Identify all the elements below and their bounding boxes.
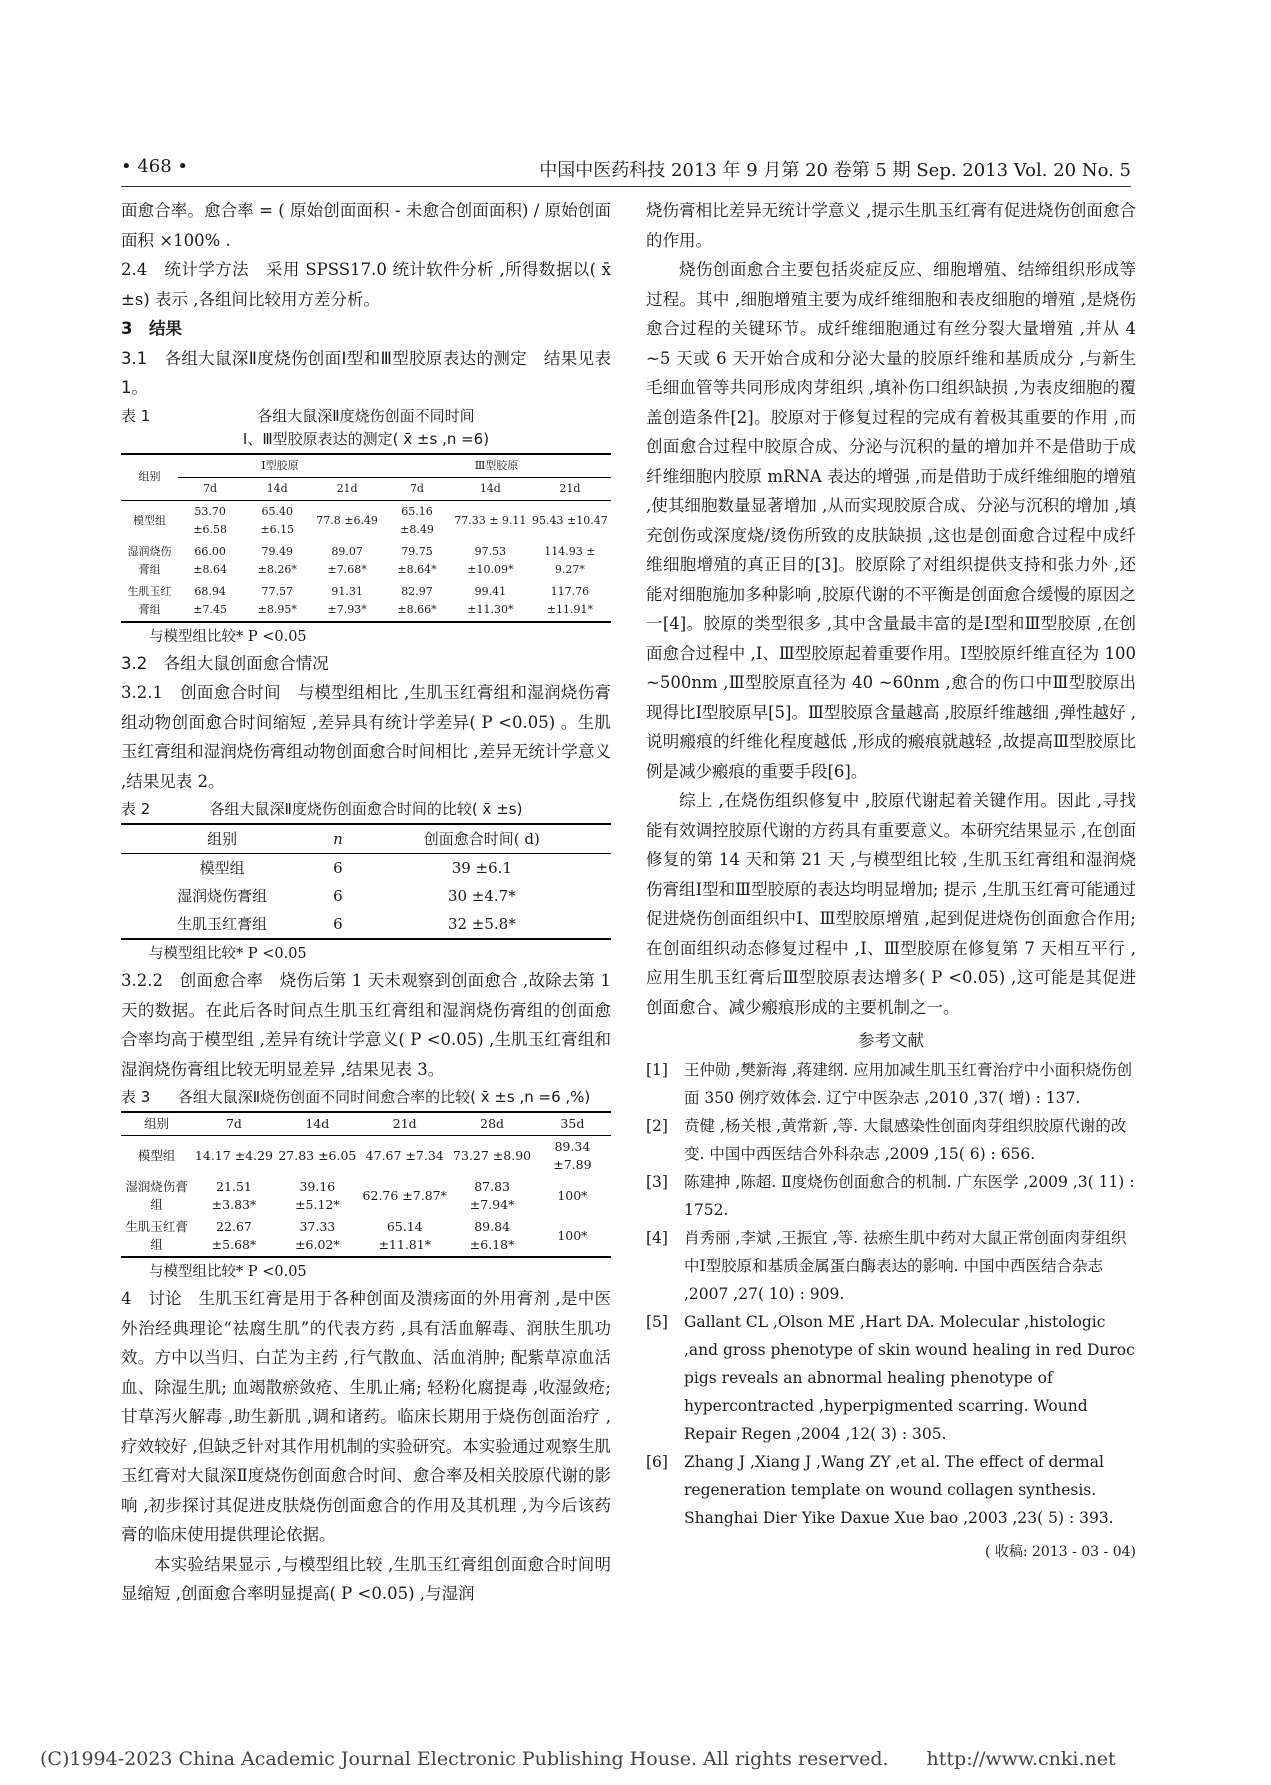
t2-cell: 生肌玉红膏组 xyxy=(177,915,268,933)
t3-cell: 模型组 xyxy=(137,1148,176,1163)
table-1-title-line-1: 各组大鼠深Ⅱ度烧伤创面不同时间 xyxy=(257,406,475,425)
t3-header: 28d xyxy=(480,1116,505,1131)
t3-header: 14d xyxy=(305,1116,330,1131)
reference-text: 肖秀丽 ,李斌 ,王振宜 ,等. 祛瘀生肌中药对大鼠正常创面肉芽组织中Ⅰ型胶原和基质金属蛋白酶表达的影响. 中国中西医结合杂志 ,2007 ,27( 10) : 909. xyxy=(684,1228,1127,1303)
t1-cell: 77.57 ±8.95* xyxy=(257,584,297,616)
t1-cell: 77.8 ±6.49 xyxy=(316,513,378,527)
t2-cell: 30 ±4.7* xyxy=(447,887,516,905)
t3-cell: 62.76 ±7.87* xyxy=(362,1188,447,1203)
t3-cell: 21.51 ±3.83* xyxy=(211,1179,257,1212)
t1-row-name: 湿润烧伤膏组 xyxy=(127,544,172,576)
t2-cell: 湿润烧伤膏组 xyxy=(177,887,268,905)
reference-text: 贲健 ,杨关根 ,黄常新 ,等. 大鼠感染性创面肉芽组织胶原代谢的改变. 中国中西医结合外科杂志 ,2009 ,15( 6) : 656. xyxy=(684,1116,1127,1163)
section-3-1: 3.1 各组大鼠深Ⅱ度烧伤创面Ⅰ型和Ⅲ型胶原表达的测定 结果见表 1。 xyxy=(121,348,611,397)
t1-cell: 97.53 ±10.09* xyxy=(467,544,514,576)
heading-results: 3 结果 xyxy=(121,319,182,338)
t1-cell: 68.94 ±7.45 xyxy=(193,584,227,616)
table-3-title: 各组大鼠深Ⅱ烧伤创面不同时间愈合率的比较( x̄ ±s ,n =6 ,%) xyxy=(177,1088,591,1106)
t1-header-day: 21d xyxy=(336,481,358,495)
table-row xyxy=(121,1136,611,1177)
t3-cell: 生肌玉红膏组 xyxy=(125,1219,188,1252)
paragraph-conclusion: 综上 ,在烧伤组织修复中 ,胶原代谢起着关键作用。因此 ,寻找能有效调控胶原代谢的方药具有重要意义。本研究结果显示 ,在创面修复的第 14 天和第 21 天 ,与模型组比较 ,生肌玉红膏组和湿润烧伤膏组Ⅰ型和Ⅲ型胶原的表达均明显增加; 提示 ,生肌玉红膏可能通过促进烧伤创面组织中Ⅰ、Ⅲ型胶原增殖 ,起到促进烧伤创面愈合作用; 在创面组织动态修复过程中 ,Ⅰ、Ⅲ型胶原在修复第 7 天相互平行 ,应用生肌玉红膏后Ⅲ型胶原表达增多( P <0.05) ,这可能是其促进创面愈合、减少瘢痕形成的主要机制之一。 xyxy=(646,791,1136,1017)
reference-item xyxy=(646,1448,1136,1532)
t3-cell: 87.83 ±7.94* xyxy=(469,1179,515,1212)
table-2 xyxy=(121,823,611,940)
t3-cell: 27.83 ±6.05 xyxy=(278,1148,357,1163)
table-2-title: 各组大鼠深Ⅱ度烧伤创面愈合时间的比较( x̄ ±s) xyxy=(209,800,523,818)
section-discussion: 4 讨论 生肌玉红膏是用于各种创面及溃疡面的外用膏剂 ,是中医外治经典理论“祛腐生肌”的代表方药 ,具有活血解毒、润肤生肌功效。方中以当归、白芷为主药 ,行气散血、活血消肿; 配紫草凉血活血、除湿生肌; 血竭散瘀敛疮、生肌止痛; 轻粉化腐提毒 ,收湿敛疮; 甘草泻火解毒 ,助生新肌 ,调和诸药。临床长期用于烧伤创面治疗 ,疗效较好 ,但缺乏针对其作用机制的实验研究。本实验通过观察生肌玉红膏对大鼠深Ⅱ度烧伤创面愈合时间、愈合率及相关胶原代谢的影响 ,初步探讨其促进皮肤烧伤创面愈合的作用及其机理 ,为今后该药膏的临床使用提供理论依据。 xyxy=(121,1289,611,1544)
t3-cell: 14.17 ±4.29 xyxy=(194,1148,273,1163)
t2-cell: 模型组 xyxy=(199,859,245,877)
table-row xyxy=(121,882,611,910)
header-rule xyxy=(121,186,1131,187)
table-row xyxy=(121,500,611,541)
t3-cell: 65.14 ±11.81* xyxy=(378,1219,431,1252)
reference-number: [3] xyxy=(646,1172,668,1191)
t3-cell: 湿润烧伤膏组 xyxy=(125,1179,188,1212)
t1-cell: 89.07 ±7.68* xyxy=(327,544,367,576)
reference-item xyxy=(646,1056,1136,1112)
reference-text: 王仲勋 ,樊新海 ,蒋建纲. 应用加减生肌玉红膏治疗中小面积烧伤创面 350 例疗效体会. 辽宁中医杂志 ,2010 ,37( 增) : 137. xyxy=(684,1060,1133,1107)
t1-cell: 66.00 ±8.64 xyxy=(193,544,227,576)
t1-header-type3: Ⅲ型胶原 xyxy=(382,454,611,478)
t1-header-type1: Ⅰ型胶原 xyxy=(178,454,382,478)
section-3-2-1: 3.2.1 创面愈合时间 与模型组相比 ,生肌玉红膏组和湿润烧伤膏组动物创面愈合时间缩短 ,差异具有统计学差异( P <0.05) 。生肌玉红膏组和湿润烧伤膏组动物创面愈合时间相比 ,差异无统计学意义 ,结果见表 2。 xyxy=(121,683,611,791)
section-3-2: 3.2 各组大鼠创面愈合情况 xyxy=(121,653,329,673)
t1-cell: 79.75 ±8.64* xyxy=(397,544,437,576)
reference-item xyxy=(646,1168,1136,1224)
received-date: ( 收稿: 2013 - 03 - 04) xyxy=(984,1543,1136,1560)
section-2-4: 2.4 统计学方法 采用 SPSS17.0 统计软件分析 ,所得数据以( x̄ ±s) 表示 ,各组间比较用方差分析。 xyxy=(121,260,611,309)
t3-cell: 39.16 ±5.12* xyxy=(295,1179,340,1212)
t3-cell: 37.33 ±6.02* xyxy=(295,1219,340,1252)
t1-header-day: 14d xyxy=(479,481,501,495)
table-1-label: 表 1 xyxy=(121,406,151,425)
t2-cell: 39 ±6.1 xyxy=(451,859,512,877)
t2-cell: 6 xyxy=(333,915,343,933)
table-3-note: 与模型组比较* P <0.05 xyxy=(149,1264,307,1280)
table-3 xyxy=(121,1111,611,1258)
reference-number: [2] xyxy=(646,1116,668,1135)
table-3-label: 表 3 xyxy=(121,1088,151,1106)
t2-cell: 6 xyxy=(333,859,343,877)
t1-cell: 53.70 ±6.58 xyxy=(193,504,227,536)
t1-cell: 114.93 ± 9.27* xyxy=(544,544,596,576)
t1-row-name: 生肌玉红膏组 xyxy=(127,584,172,616)
paragraph-mechanism: 烧伤创面愈合主要包括炎症反应、细胞增殖、结缔组织形成等过程。其中 ,细胞增殖主要为成纤维细胞和表皮细胞的增殖 ,是烧伤愈合过程的关键环节。成纤维细胞通过有丝分裂大量增殖 ,并从 4 ~5 天或 6 天开始合成和分泌大量的胶原纤维和基质成分 ,与新生毛细血管等共同形成肉芽组织 ,填补伤口组织缺损 ,为表皮细胞的覆盖创造条件[2]。胶原对于修复过程的完成有着极其重要的作用 ,而创面愈合过程中胶原合成、分泌与沉积的量的增加并不是借助于成纤维细胞内胶原 mRNA 表达的增强 ,而是借助于成纤维细胞的增殖 ,使其细胞数量显著增加 ,从而实现胶原合成、分泌与沉积的增加 ,填充创伤或深度烧/烫伤所致的皮肤缺损 ,这也是创面愈合过程中成纤维细胞增殖的真正目的[3]。胶原除了对组织提供支持和张力外 ,还能对细胞施加多种影响 ,胶原代谢的不平衡是创面愈合缓慢的原因之一[4]。胶原的类型很多 ,其中含量最丰富的是Ⅰ型和Ⅲ型胶原 ,在创面愈合过程中 ,Ⅰ、Ⅲ型胶原起着重要作用。Ⅰ型胶原纤维直径为 100 ~500nm ,Ⅲ型胶原直径为 40 ~60nm ,愈合的伤口中Ⅲ型胶原出现得比Ⅰ型胶原早[5]。Ⅲ型胶原含量越高 ,胶原纤维越细 ,弹性越好 ,说明瘢痕的纤维化程度越低 ,形成的瘢痕就越轻 ,故提高Ⅲ型胶原比例是减少瘢痕的重要手段[6]。 xyxy=(646,260,1136,781)
right-column xyxy=(646,196,1136,1567)
journal-title: 中国中医药科技 2013 年 9 月第 20 卷第 5 期 Sep. 2013 Vol. 20 No. 5 xyxy=(539,160,1131,181)
table-1-note: 与模型组比较* P <0.05 xyxy=(149,628,307,645)
t1-cell: 82.97 ±8.66* xyxy=(397,584,437,616)
t1-header-day: 14d xyxy=(266,481,288,495)
t3-cell: 100* xyxy=(557,1188,588,1203)
t3-cell: 89.34 ±7.89 xyxy=(553,1139,592,1172)
t2-header: 组别 xyxy=(207,830,238,848)
table-2-note: 与模型组比较* P <0.05 xyxy=(149,946,307,962)
t1-header-group: 组别 xyxy=(121,454,178,501)
t1-cell: 99.41 ±11.30* xyxy=(467,584,514,616)
reference-item xyxy=(646,1224,1136,1308)
references-heading: 参考文献 xyxy=(858,1031,924,1050)
reference-number: [5] xyxy=(646,1312,668,1331)
t1-cell: 77.33 ± 9.11 xyxy=(454,513,527,527)
t1-cell: 65.40 ±6.15 xyxy=(260,504,295,536)
reference-number: [4] xyxy=(646,1228,668,1247)
t1-header-day: 7d xyxy=(203,481,218,495)
reference-item xyxy=(646,1112,1136,1168)
reference-text: Zhang J ,Xiang J ,Wang ZY ,et al. The effect of dermal regeneration template on wound collagen synthesis. Shanghai Dier Yike Daxue Xue bao ,2003 ,23( 5) : 393. xyxy=(684,1452,1114,1527)
t1-header-day: 7d xyxy=(409,481,424,495)
t3-cell: 73.27 ±8.90 xyxy=(453,1148,532,1163)
table-1-caption xyxy=(121,405,611,451)
table-row xyxy=(121,1216,611,1257)
paragraph-results-summary: 本实验结果显示 ,与模型组比较 ,生肌玉红膏组创面愈合时间明显缩短 ,创面愈合率明显提高( P <0.05) ,与湿润 xyxy=(121,1554,611,1603)
running-header xyxy=(121,156,1131,184)
table-row xyxy=(121,1176,611,1216)
reference-item xyxy=(646,1308,1136,1448)
table-1-title-line-2: Ⅰ、Ⅲ型胶原表达的测定( x̄ ±s ,n =6) xyxy=(242,429,490,448)
t1-cell: 117.76 ±11.91* xyxy=(546,584,593,616)
t3-header: 7d xyxy=(225,1116,242,1131)
t1-cell: 91.31 ±7.93* xyxy=(327,584,367,616)
table-3-caption xyxy=(121,1086,611,1109)
section-3-2-2: 3.2.2 创面愈合率 烧伤后第 1 天未观察到创面愈合 ,故除去第 1 天的数据。在此后各时间点生肌玉红膏组和湿润烧伤膏组的创面愈合率均高于模型组 ,差异有统计学意义( P <0.05) ,生肌玉红膏组和湿润烧伤膏组比较无明显差异 ,结果见表 3。 xyxy=(121,971,611,1079)
table-row xyxy=(121,854,611,883)
table-row xyxy=(121,541,611,581)
table-2-label: 表 2 xyxy=(121,800,151,818)
table-row xyxy=(121,581,611,622)
t1-row-name: 模型组 xyxy=(132,513,166,527)
t3-header: 21d xyxy=(392,1116,417,1131)
t2-header: n xyxy=(333,830,343,848)
t3-cell: 22.67 ±5.68* xyxy=(211,1219,257,1252)
t2-header: 创面愈合时间( d) xyxy=(423,830,540,848)
copyright-footer: (C)1994-2023 China Academic Journal Electronic Publishing House. All rights reserved. http://www.cnki.net xyxy=(40,1748,1116,1770)
t1-cell: 95.43 ±10.47 xyxy=(532,513,608,527)
t3-header: 组别 xyxy=(144,1116,170,1131)
reference-number: [6] xyxy=(646,1452,668,1471)
paragraph-continued: 烧伤膏相比差异无统计学意义 ,提示生肌玉红膏有促进烧伤创面愈合的作用。 xyxy=(646,201,1136,250)
t1-cell: 79.49 ±8.26* xyxy=(257,544,297,576)
table-1 xyxy=(121,453,611,623)
paragraph-continued: 面愈合率。愈合率 = ( 原始创面面积 - 未愈合创面面积) / 原始创面面积 ×100% . xyxy=(121,201,611,250)
reference-list xyxy=(646,1056,1136,1532)
t1-cell: 65.16 ±8.49 xyxy=(400,504,434,536)
t3-header: 35d xyxy=(560,1116,585,1131)
left-column xyxy=(121,196,611,1609)
reference-number: [1] xyxy=(646,1060,668,1079)
t3-cell: 100* xyxy=(557,1228,588,1243)
reference-text: 陈建抻 ,陈超. Ⅱ度烧伤创面愈合的机制. 广东医学 ,2009 ,3( 11) : 1752. xyxy=(684,1172,1135,1219)
t2-cell: 32 ±5.8* xyxy=(447,915,516,933)
t2-cell: 6 xyxy=(333,887,343,905)
table-2-caption xyxy=(121,798,611,821)
reference-text: Gallant CL ,Olson ME ,Hart DA. Molecular ,histologic ,and gross phenotype of skin wound healing in red Duroc pigs reveals an abnormal healing phenotype of hypercontracted ,hyperpigmented scarring. Wound Repair Regen ,2004 ,12( 3) : 305. xyxy=(684,1312,1135,1443)
t3-cell: 89.84 ±6.18* xyxy=(469,1219,515,1252)
table-row xyxy=(121,910,611,939)
t1-header-day: 21d xyxy=(559,481,581,495)
page-number: • 468 • xyxy=(121,156,189,177)
t3-cell: 47.67 ±7.34 xyxy=(365,1148,444,1163)
